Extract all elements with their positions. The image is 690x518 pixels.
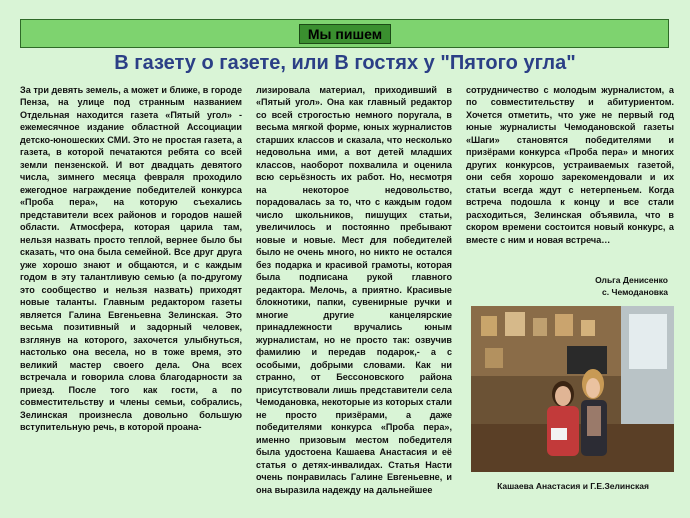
author-name: Ольга Денисенко bbox=[595, 275, 668, 285]
article-column-3: сотрудничество с молодым журналистом, а по совместительству и абитуриентом. Хочется отметить, что уже не первый год юные журналисты Чемодановской газеты «Шаги» становятся победителями и призёрами конкурса «Проба пера» и многих других конкурсов, устраиваемых газетой, они себя хорошо зарекомендовали и их статьи всегда ждут с нетерпеньем. Когда встреча подошла к концу и все стали расходиться, Зелинская объявила, что в скором времени состоится новый конкурс, а вместе с ним и новая встреча… bbox=[466, 85, 674, 245]
section-label: Мы пишем bbox=[299, 24, 391, 44]
article-title: В газету о газете, или В гостях у "Пятого угла" bbox=[114, 52, 576, 74]
article-column-1: За три девять земель, а может и ближе, в городе Пенза, на улице под странным названием Отдельная находится газета «Пятый угол» - ежемесячное издание областной Ассоциации детско-юношеских СМИ. Это не простая газета, а газета, в которой печатаются ребята со всей земли пензенской. И вот двадцать девятого числа, зимнего месяца февраля проходило ежегодное награждение победителей конкурса «Проба пера», на которую съехались представители всех районов и городов нашей области. Атмосфера, которая царила там, нельзя назвать просто теплой, вернее было бы сказать, что она была семейной. Все друг друга уже хорошо знают и общаются, и с каждым годом в эту талантливую семью (а по-другому это сообщество и нельзя назвать) приходят новые таланты. Главным редактором газеты является Галина Евгеньевна Зелинская. Это весьма позитивный и задорный человек, взглянув на которого, захочется улыбнуться, настолько она весела, но в тоже время, это великий мастер своего дела. Она всех встречала и говорила слова благодарности за приезд. После того как гости, а по совместительству и члены семьи, собрались, Зелинская произнесла довольно большую вступительную речь, в которой проана- bbox=[20, 85, 242, 433]
author-location: с. Чемодановка bbox=[602, 287, 668, 297]
photo-caption: Кашаева Анастасия и Г.Е.Зелинская bbox=[497, 481, 649, 491]
article-photo bbox=[471, 306, 674, 472]
article-column-2: лизировала материал, приходивший в «Пятый угол». Она как главный редактор со всей строгостью немного поругала, в весьма мягкой форме, юных журналистов старших классов и сказала, что несколько недовольна ими, а вот детей младших классов, наоборот похвалила и оценила всю серьёзность их работ. Но, несмотря на некоторое недовольство, порадовалась за то, что с каждым годом число школьников, пишущих статьи, увеличилось и постоянно пребывают новые и новые. Мест для победителей было не очень много, но никто не остался без подарка и красивой грамоты, которая была подписана рукой главного редактора. Мелочь, а приятно. Красивые блокнотики, папки, сувенирные ручки и многие другие канцелярские принадлежности вручались юным журналистам, но не просто так: озвучив фамилию и передав подарок,- а с особыми, добрыми словами. Как ни странно, от Бессоновского района присутствовали лишь представители села Чемодановка, некоторые из которых стали не просто призёрами, а даже победителями конкурса «Проба пера», именно призовым местом победителя была удостоена Кашаева Анастасия и её статья о детях-инвалидах. Статья Насти очень понравилась Галине Евгеньевне, и она выразила надежду на дальнейшее bbox=[256, 85, 452, 495]
